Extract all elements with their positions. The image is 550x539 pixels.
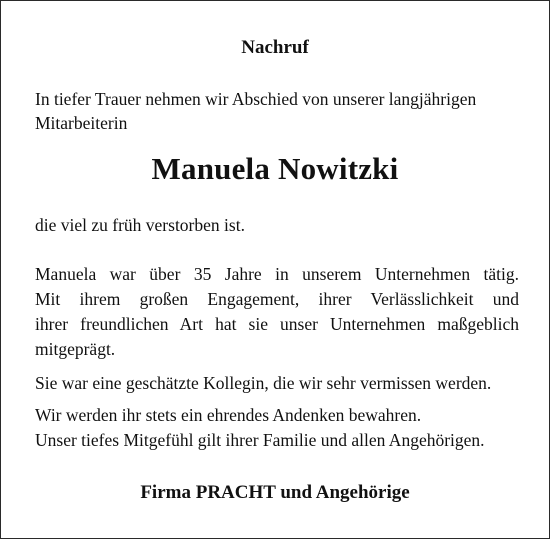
closing-paragraph — [35, 403, 519, 453]
tribute-line: Manuela war über 35 Jahre in unserem Unternehmen tätig. — [35, 264, 519, 284]
notice-title: Nachruf — [241, 37, 309, 58]
colleague-sentence: Sie war eine geschätzte Kollegin, die wir sehr vermissen werden. — [35, 373, 492, 393]
closing-line: Wir werden ihr stets ein ehrendes Andenken bewahren. — [35, 405, 422, 425]
subline-text: die viel zu früh verstorben ist. — [35, 215, 245, 235]
tribute-line: Mit ihrem großen Engagement, ihrer Verlässlichkeit und — [35, 289, 519, 309]
tribute-paragraph — [35, 262, 519, 362]
signoff-text: Firma PRACHT und Angehörige — [140, 482, 410, 503]
closing-line: Unser tiefes Mitgefühl gilt ihrer Familie und allen Angehörigen. — [35, 430, 485, 450]
tribute-line: ihrer freundlichen Art hat sie unser Unternehmen maßgeblich — [35, 314, 519, 334]
intro-text: In tiefer Trauer nehmen wir Abschied von unserer langjährigen Mitarbeiterin — [35, 89, 477, 133]
deceased-name: Manuela Nowitzki — [151, 151, 399, 186]
tribute-line: mitgeprägt. — [35, 339, 116, 359]
